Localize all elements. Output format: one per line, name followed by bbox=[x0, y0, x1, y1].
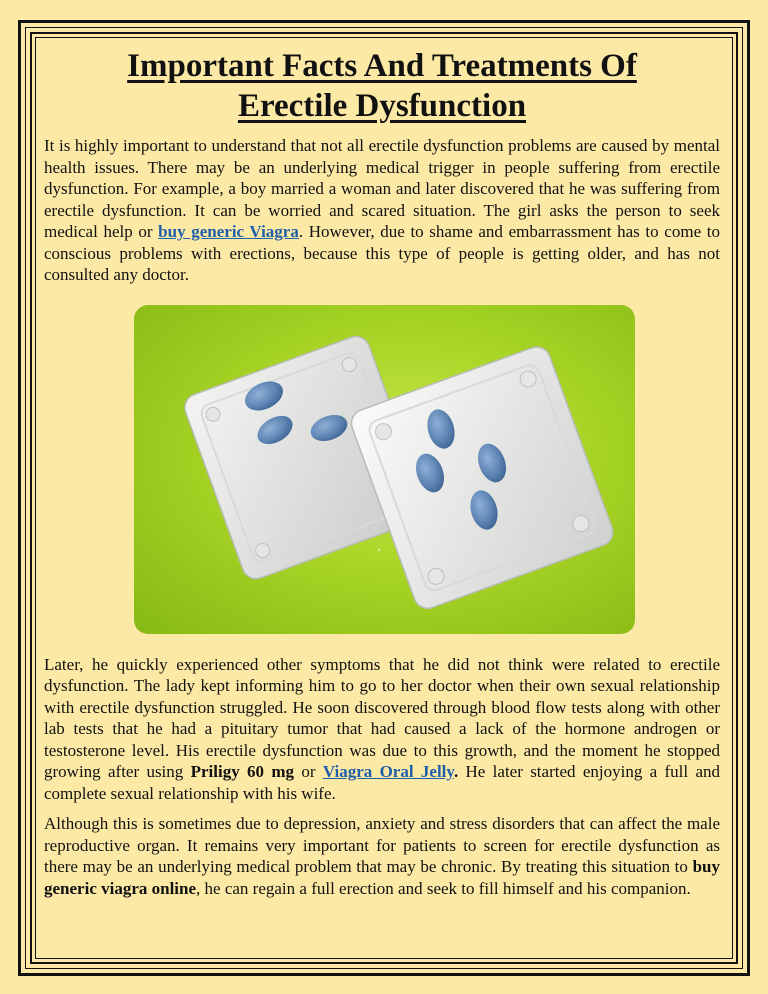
viagra-oral-jelly-link[interactable]: Viagra Oral Jelly bbox=[322, 762, 454, 781]
page-title: Important Facts And Treatments Of Erectile Dysfunction bbox=[127, 48, 637, 124]
paragraph-story-text-end: He later started enjoying a full and complete sexual relationship with his wife. bbox=[44, 762, 720, 803]
pill-blister-packs-image bbox=[134, 305, 635, 634]
paragraph-story bbox=[44, 654, 720, 805]
bold-period: . bbox=[453, 762, 459, 781]
priligy-bold-text: Priligy 60 mg bbox=[190, 762, 295, 781]
blister-pack-right bbox=[348, 343, 617, 612]
paragraph-story-text: Later, he quickly experienced other symptoms that he did not think were related to erectile dysfunction. The lady kept informing him to go to her doctor when their own sexual relationship with erectile dysfunction struggled. He soon discovered through blood flow tests along with other lab tests that he had a pituitary tumor that had caused a lack of the hormone androgen or testosterone level. His erectile dysfunction was due to this growth, and the moment he stopped growing after using bbox=[44, 654, 720, 781]
paragraph-conclusion-text-end: , he can regain a full erection and seek to fill himself and his companion. bbox=[196, 878, 691, 898]
paragraph-intro-text-end: . However, due to shame and embarrassment has to come to conscious problems with erections, because this type of people is getting older, and has not consulted any doctor. bbox=[44, 222, 720, 284]
buy-generic-viagra-link[interactable]: buy generic Viagra bbox=[158, 222, 299, 241]
document-body bbox=[44, 42, 720, 899]
paragraph-conclusion bbox=[44, 813, 720, 899]
figure-container bbox=[44, 286, 720, 654]
paragraph-intro bbox=[44, 135, 720, 286]
buy-generic-viagra-online-bold: buy generic viagra online bbox=[44, 857, 720, 898]
paragraph-intro-text: It is highly important to understand that not all erectile dysfunction problems are caused by mental health issues. There may be an underlying medical trigger in people suffering from erectile dysfunction. For example, a boy married a woman and later discovered that he was suffering from erectile dysfunction. It can be worried and scared situation. The girl asks the person to seek medical help or bbox=[44, 136, 720, 241]
paragraph-conclusion-text: Although this is sometimes due to depression, anxiety and stress disorders that can affect the male reproductive organ. It remains very important for patients to screen for erectile dysfunction as there may be an underlying medical problem that may be chronic. By treating this situation to bbox=[44, 814, 720, 876]
paragraph-story-connector: or bbox=[294, 762, 323, 781]
